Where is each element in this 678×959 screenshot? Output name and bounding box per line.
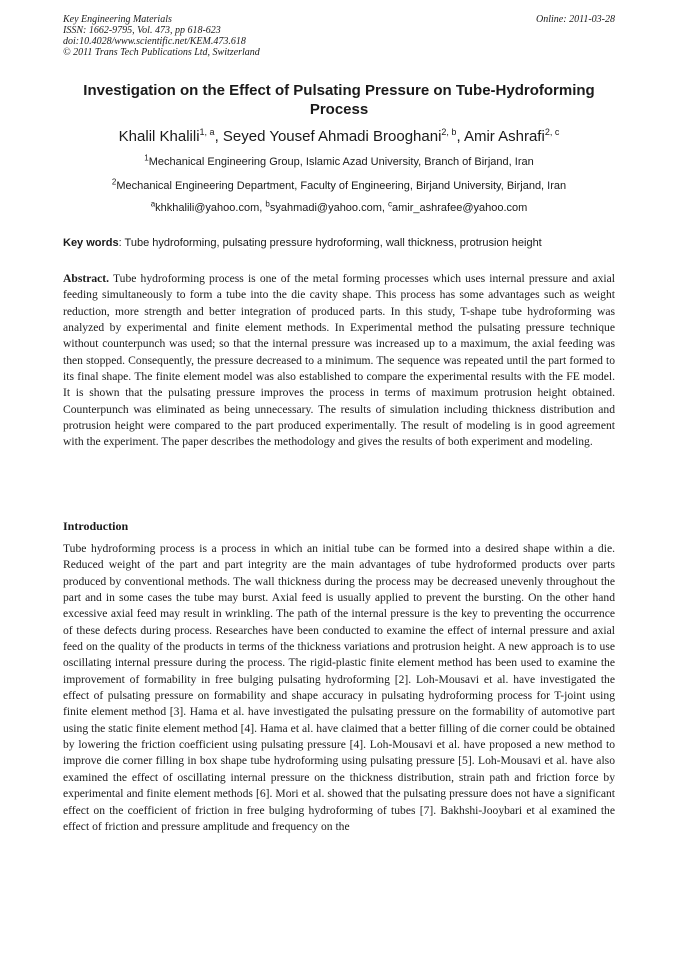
affiliation-text: Mechanical Engineering Group, Islamic Azad University, Branch of Birjand, Iran [148, 156, 534, 168]
paper-title: Investigation on the Effect of Pulsating Pressure on Tube-Hydroforming Process [83, 82, 595, 118]
author-name: Khalil Khalili [118, 128, 200, 145]
affiliation-marker: 1 [144, 153, 149, 163]
author-name: Amir Ashrafi [463, 128, 545, 145]
email-marker: a [150, 199, 156, 209]
keywords-line [63, 236, 623, 250]
affiliation-2 [63, 179, 615, 193]
online-date: Online: 2011-03-28 [536, 14, 615, 25]
issn-line: ISSN: 1662-9795, Vol. 473, pp 618-623 [63, 25, 221, 36]
affiliation-text: Mechanical Engineering Department, Faculty of Engineering, Birjand University, Birjand, Iran [116, 180, 567, 192]
author-superscript: 1, a [199, 127, 215, 137]
journal-header [63, 14, 615, 58]
abstract-paragraph [63, 271, 615, 451]
keywords-label: Key words [63, 237, 119, 249]
abstract-label: Abstract. [63, 272, 110, 285]
author-separator: , [214, 128, 223, 145]
email-line [63, 201, 615, 215]
author-superscript: 2, c [544, 127, 560, 137]
affiliation-marker: 2 [111, 177, 117, 187]
email-marker: c [388, 199, 393, 209]
affiliation-1 [63, 155, 615, 169]
introduction-heading: Introduction [63, 519, 129, 533]
email-separator: , [259, 202, 266, 214]
author-superscript: 2, b [441, 127, 457, 137]
doi-line: doi:10.4028/www.scientific.net/KEM.473.618 [63, 36, 246, 47]
copyright-line: © 2011 Trans Tech Publications Ltd, Switzerland [63, 47, 260, 58]
email-marker: b [265, 199, 270, 209]
abstract-text: Tube hydroforming process is one of the metal forming processes which uses internal pressure and axial feeding simultaneously to form a tube into the die cavity shape. This process has some advantages such as weight reduction, more strength and better integration of produced parts. In this study, T-shape tube hydroforming was analyzed by experimental and finite element methods. In Experimental method the pulsating pressure technique without counterpunch was used; so that the internal pressure was increased up to a maximum, the axial feeding was then stopped. Consequently, the pressure decreased to a minimum. The sequence was repeated until the part formed to its final shape. The finite element model was also established to compare the experimental results with the FE model. It is shown that the pulsating pressure improves the process in terms of maximum protrusion height obtained. Counterpunch was eliminated as being unnecessary. The results of simulation including thickness distribution and protrusion height were compared to the part produced experimentally. The result of modeling is in good agreement with the experiment. The paper describes the methodology and gives the results of both experiment and modeling. [63, 272, 615, 449]
keywords-text: : Tube hydroforming, pulsating pressure hydroforming, wall thickness, protrusion height [118, 237, 542, 249]
email-address[interactable]: khkhalili@yahoo.com [155, 202, 260, 214]
journal-name: Key Engineering Materials [63, 14, 172, 25]
email-separator: , [381, 202, 389, 214]
author-list [63, 127, 615, 147]
author-separator: , [456, 128, 464, 145]
author-name: Seyed Yousef Ahmadi Brooghani [222, 128, 442, 145]
introduction-paragraph: Tube hydroforming process is a process in which an initial tube can be formed into a desired shape within a die. Reduced weight of the part and part integrity are the main advantages of tube hydroformed products over parts produced by conventional methods. The wall thickness during the process may be decreased unevenly throughout the part and in some cases the tube may burst. Axial feed is usually applied to prevent the bursting. On the other hand excessive axial feed may result in wrinkling. The path of the internal pressure is the key to preventing the occurrence of these defects during process. Researches have been conducted to examine the effect of internal pressure and axial feed on the quality of the products in terms of the thickness variations and protrusion height. A new approach is to use oscillating internal pressure during the process. The rigid-plastic finite element method has been used to examine the improvement of formability in free bulging pulsating hydroforming [2]. Loh-Mousavi et al. have investigated the effect of pulsating pressure on formability and shape accuracy in pulsating hydroforming process for T-joint using finite element method [3]. Hama et al. have investigated the pulsating pressure on the formability of automotive part using the static finite element method [4]. Hama et al. have claimed that a better filling of die corner could be obtained by lowering the friction coefficient using pulsating pressure [4]. Loh-Mousavi et al. have proposed a new method to improve die corner filling in box shape tube hydroforming using pulsating pressure [5]. Loh-Mousavi et al. have also examined the effect of oscillating internal pressure on the thickness distribution, strain path and friction force by experimental and finite element methods [6]. Mori et al. showed that the pulsating pressure does not have a significant effect on the coefficient of friction in free bulging hydroforming of tubes [7]. Bakhshi-Jooybari et al examined the effect of friction and pressure amplitude and frequency on the [63, 542, 615, 833]
email-address[interactable]: syahmadi@yahoo.com [269, 202, 382, 214]
email-address[interactable]: amir_ashrafee@yahoo.com [392, 202, 528, 214]
